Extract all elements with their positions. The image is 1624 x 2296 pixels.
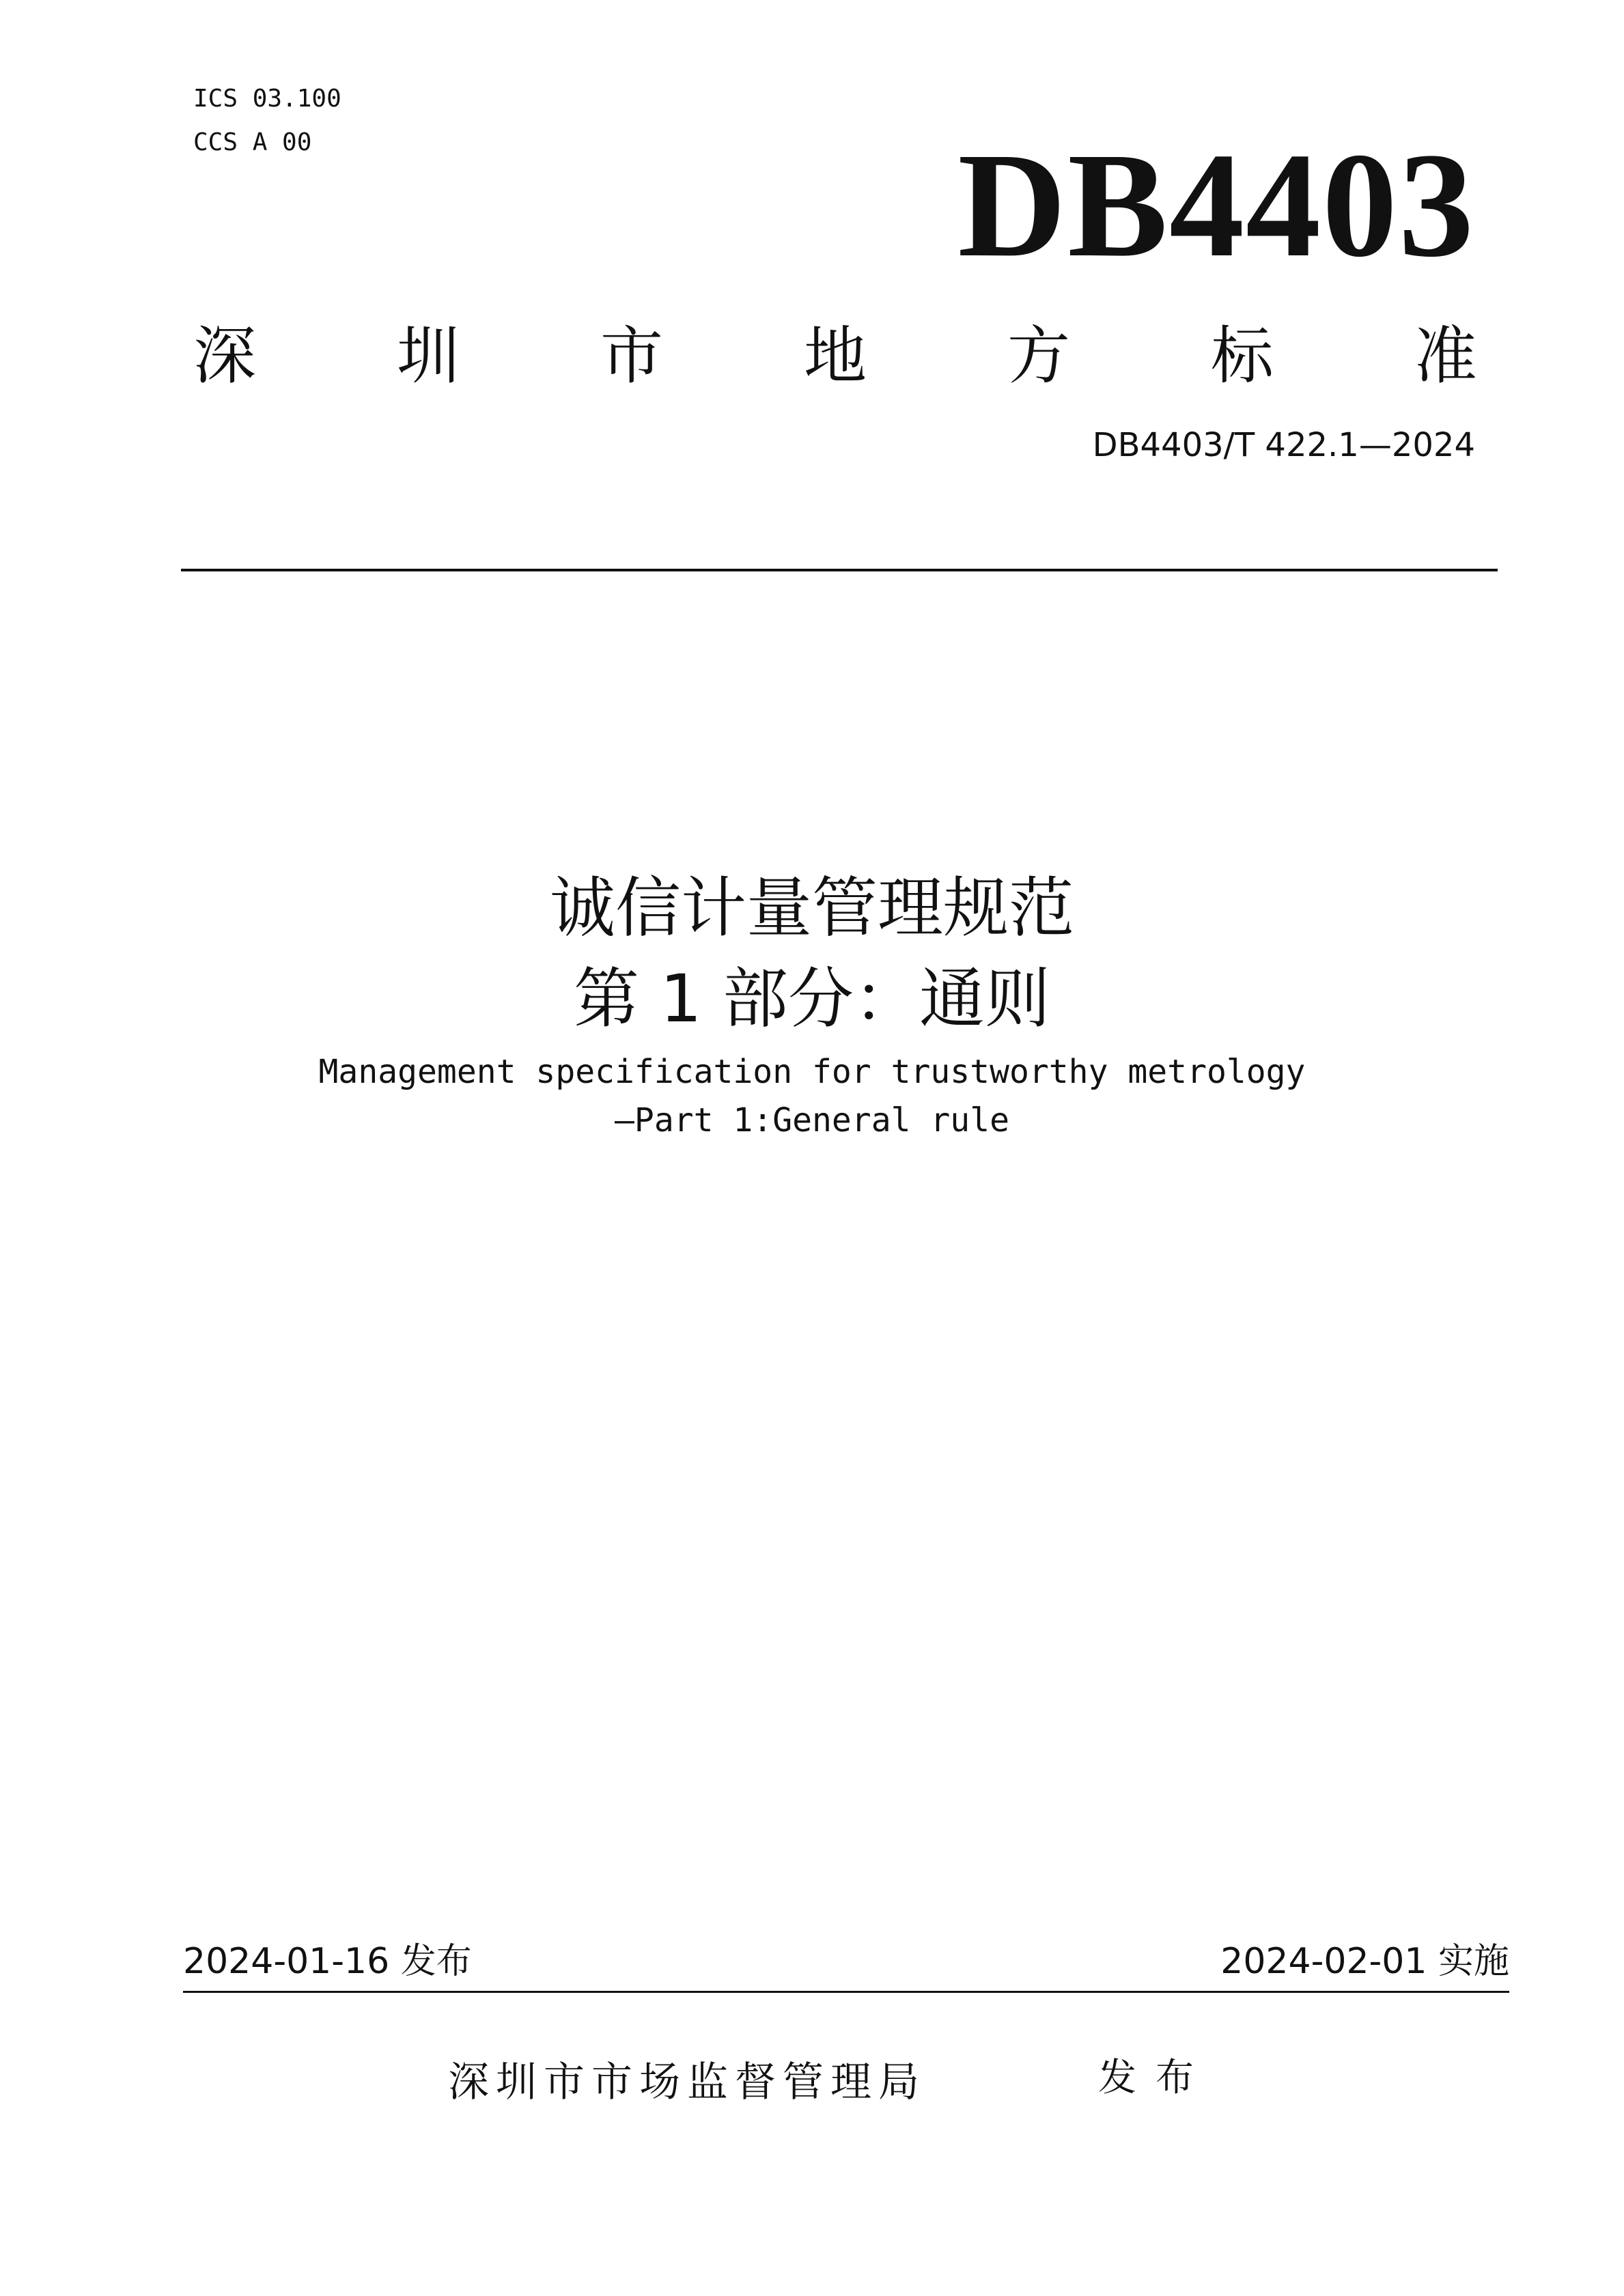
db-code-logo: DB4403 — [957, 122, 1475, 288]
title-zh-line1: 诚信计量管理规范 — [550, 870, 1074, 946]
ics-code: ICS 03.100 — [193, 85, 341, 113]
standard-type-char: 深 — [193, 320, 257, 393]
standard-type-char: 市 — [600, 320, 663, 393]
standard-type-char: 准 — [1414, 320, 1477, 393]
title-en-line1: Management specification for trustworthy metrology — [318, 1053, 1306, 1091]
title-en-line2: —Part 1:General rule — [615, 1101, 1009, 1139]
ccs-code: CCS A 00 — [193, 128, 312, 156]
title-zh-line2: 第 1 部分：通则 — [573, 961, 1051, 1037]
footer-divider — [183, 1991, 1509, 1993]
implement-date: 2024-02-01 实施 — [1220, 1941, 1509, 1982]
issuer-name: 深圳市市场监督管理局 — [448, 2058, 926, 2106]
standard-type-char: 地 — [803, 320, 867, 393]
publish-date: 2024-01-16 发布 — [183, 1941, 472, 1982]
standard-type-char: 方 — [1007, 320, 1070, 393]
issuer-action: 发布 — [1098, 2056, 1213, 2100]
standard-number: DB4403/T 422.1—2024 — [1092, 426, 1475, 464]
standard-type — [193, 315, 1477, 397]
standard-type-char: 圳 — [396, 320, 460, 393]
header-divider — [181, 569, 1498, 571]
standard-type-char: 标 — [1210, 320, 1274, 393]
